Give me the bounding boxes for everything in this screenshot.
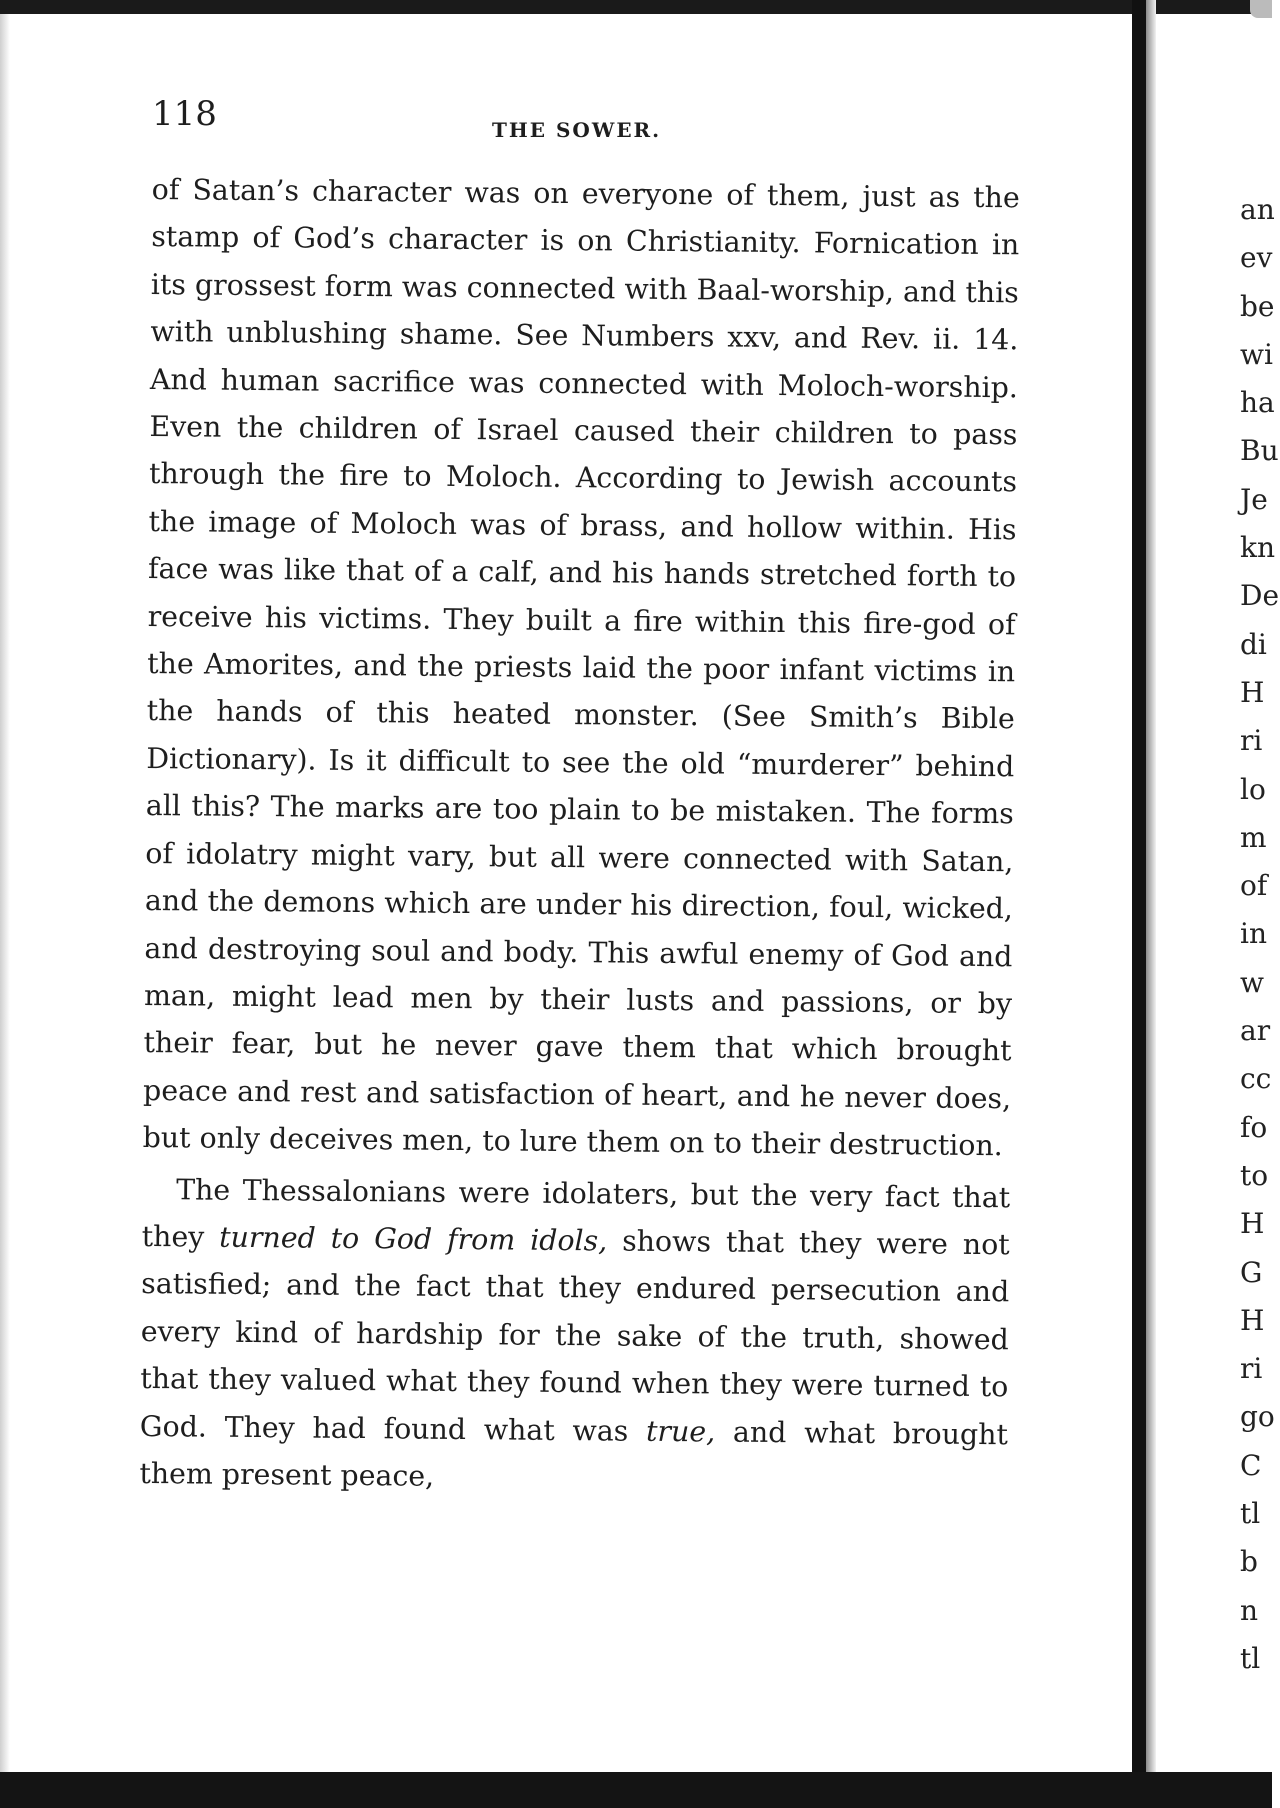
facing-page-fragment bbox=[1240, 186, 1280, 1683]
gutter-shadow bbox=[1146, 0, 1156, 1808]
facing-page-line: di bbox=[1240, 627, 1267, 661]
paragraph-2-lead: The Thessalonians were idolaters, but the very fact that they bbox=[141, 1172, 1011, 1254]
running-title: THE SOWER. bbox=[492, 118, 662, 142]
facing-page-line: fo bbox=[1240, 1110, 1268, 1144]
facing-page-line: H bbox=[1240, 675, 1265, 709]
facing-page-line: of bbox=[1240, 869, 1268, 903]
facing-page-line: De bbox=[1240, 579, 1280, 613]
facing-page-line: Bu bbox=[1240, 434, 1279, 468]
facing-page-line: H bbox=[1240, 1303, 1265, 1337]
facing-page-line: ar bbox=[1240, 1014, 1271, 1048]
page-header bbox=[120, 86, 1025, 166]
facing-page-line: an bbox=[1240, 193, 1275, 226]
facing-page-line: in bbox=[1240, 917, 1267, 951]
page-edge-shadow bbox=[0, 14, 10, 1774]
paragraph-1: of Satan’s character was on everyone of them, just as the stamp of God’s character is on Christianity. Fornication in its grossest form was connected with Baal-worship, and this with unblushing shame. See Numbers xxv, and Rev. ii. 14. And human sacrifice was connected with Moloch-worship. Even the children of Israel caused their children to pass through the fire to Moloch. According to Jewish accounts the image of Moloch was of brass, and hollow within. His face was like that of a calf, and his hands stretched forth to receive his victims. They built a fire within this fire-god of the Amorites, and the priests laid the poor infant victims in the hands of this heated monster. (See Smith’s Bible Dictionary). Is it difficult to see the old “murderer” behind all this? The marks are too plain to be mistaken. The forms of idolatry might vary, but all were connected with Satan, and the demons which are under his direction, foul, wicked, and destroying soul and body. This awful enemy of God and man, might lead men by their lusts and passions, or by their fear, but he never gave them that which brought peace and rest and satisfaction of heart, and he never does, but only deceives men, to lure them on to their destruction. bbox=[142, 172, 1020, 1163]
paragraph-2-tail: and what brought them present peace, bbox=[139, 1415, 1009, 1493]
emphasis-turned-to-god: turned to God from idols, bbox=[219, 1220, 608, 1258]
facing-page-line: m bbox=[1240, 820, 1267, 854]
facing-page-line: go bbox=[1240, 1400, 1275, 1434]
book-page-118 bbox=[120, 86, 1025, 1497]
facing-page-line: kn bbox=[1240, 531, 1275, 565]
scan-bottom-border bbox=[0, 1772, 1272, 1808]
facing-page-line: lo bbox=[1240, 772, 1266, 806]
neighbor-page-corner bbox=[1250, 0, 1272, 18]
facing-page-line: ha bbox=[1240, 386, 1275, 420]
facing-page-line: tl bbox=[1240, 1641, 1261, 1675]
emphasis-true: true, bbox=[645, 1414, 716, 1449]
facing-page-line: Je bbox=[1240, 482, 1268, 516]
facing-page-line: be bbox=[1240, 289, 1275, 323]
paragraph-2 bbox=[139, 1165, 1010, 1505]
page-body bbox=[139, 166, 1020, 1506]
facing-page-line: wi bbox=[1240, 337, 1273, 371]
facing-page-line: C bbox=[1240, 1448, 1262, 1482]
facing-page-line: G bbox=[1240, 1255, 1263, 1289]
facing-page-line: b bbox=[1240, 1545, 1258, 1579]
facing-page-line: ri bbox=[1240, 1352, 1263, 1386]
page-number: 118 bbox=[152, 94, 217, 134]
facing-page-line: cc bbox=[1240, 1062, 1272, 1096]
book-gutter bbox=[1132, 0, 1146, 1808]
scan-top-border bbox=[0, 0, 1272, 14]
facing-page-line: ev bbox=[1240, 241, 1273, 275]
facing-page-line: w bbox=[1240, 965, 1264, 999]
paragraph-2-middle: shows that they were not satisfied; and the fact that they endured persecution and every kind of hardship for the sake of the truth, showed that they valued what they found when they were turned to God. They had found what was bbox=[139, 1224, 1010, 1448]
facing-page-line: n bbox=[1240, 1593, 1259, 1627]
facing-page-line: ri bbox=[1240, 724, 1263, 758]
facing-page-line: to bbox=[1240, 1158, 1269, 1192]
facing-page-line: H bbox=[1240, 1207, 1265, 1241]
facing-page-line: tl bbox=[1240, 1497, 1261, 1531]
